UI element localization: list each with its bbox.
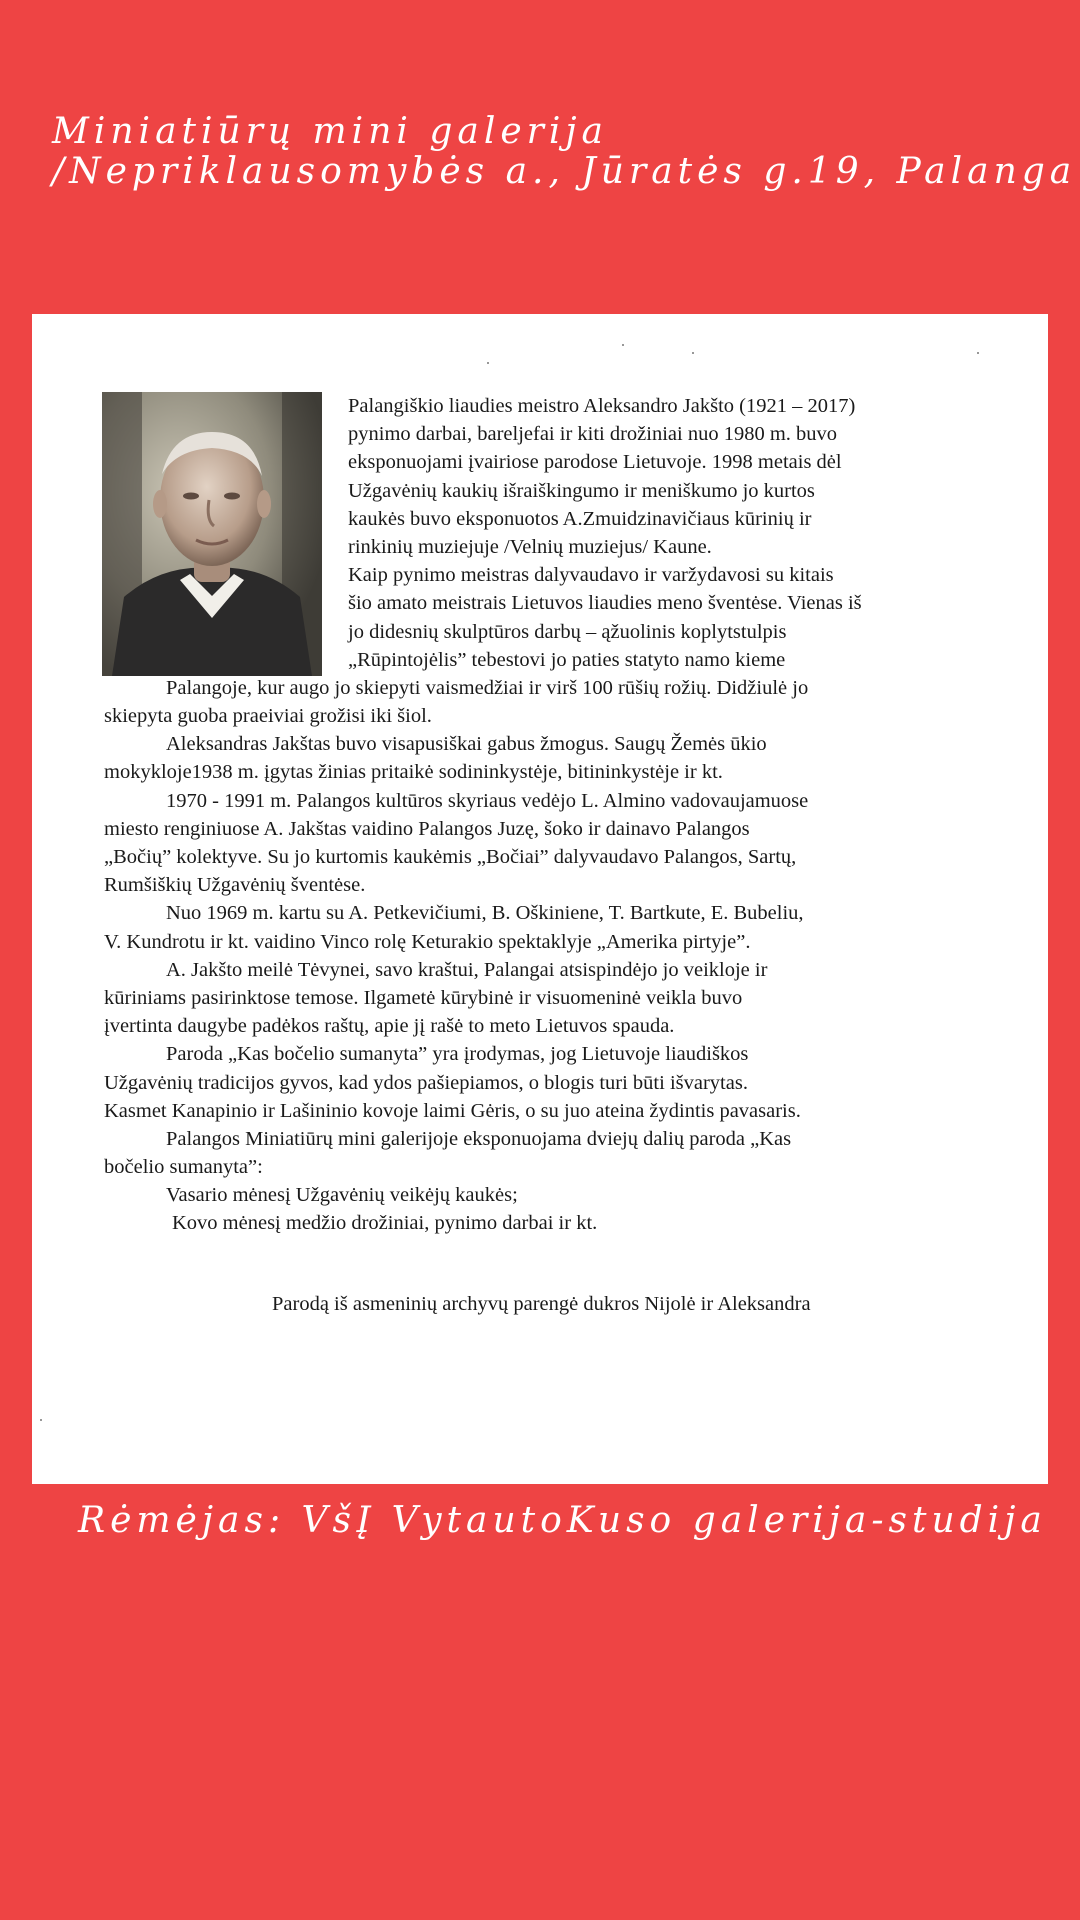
document-line: Palangoje, kur augo jo skiepyti vaismedžiai ir virš 100 rūšių rožių. Didžiulė jo [166,676,809,699]
scan-speck [622,344,624,346]
document-line: pynimo darbai, bareljefai ir kiti drožiniai nuo 1980 m. buvo [348,423,838,446]
document-signature: Parodą iš asmeninių archyvų parengė dukros Nijolė ir Aleksandra [272,1292,811,1315]
document-line: Kovo mėnesį medžio drožiniai, pynimo darbai ir kt. [172,1212,598,1235]
document-line: A. Jakšto meilė Tėvynei, savo kraštui, Palangai atsispindėjo jo veikloje ir [166,958,768,981]
document-line: bočelio sumanyta”: [104,1156,263,1179]
document-line: Užgavėnių kaukių išraiškingumo ir meniškumo jo kurtos [348,479,815,502]
sponsor-credit: Rėmėjas: VšĮ VytautoKuso galerija-studija [78,1500,1047,1541]
document-line: miesto renginiuose A. Jakštas vaidino Palangos Juzę, šoko ir dainavo Palangos [104,817,750,840]
document-line: kūriniams pasirinktose temose. Ilgametė kūrybinė ir visuomeninė veikla buvo [104,986,743,1009]
document-line: šio amato meistrais Lietuvos liaudies meno šventėse. Vienas iš [348,592,862,615]
document-line: Palangos Miniatiūrų mini galerijoje eksponuojama dviejų dalių paroda „Kas [166,1127,792,1150]
document-line: Rumšiškių Užgavėnių šventėse. [104,874,366,897]
document-line: rinkinių muziejuje /Velnių muziejus/ Kaune. [348,535,712,558]
scanned-document [32,314,1048,1484]
scan-speck [977,352,979,354]
scan-speck [692,352,694,354]
document-line: 1970 - 1991 m. Palangos kultūros skyriaus vedėjo L. Almino vadovaujamuose [166,789,809,812]
document-line: Paroda „Kas bočelio sumanyta” yra įrodymas, jog Lietuvoje liaudiškos [166,1043,749,1066]
poster-header [52,111,1077,192]
document-line: kaukės buvo eksponuotos A.Zmuidzinavičiaus kūrinių ir [348,507,812,530]
document-line: V. Kundrotu ir kt. vaidino Vinco rolę Keturakio spektaklyje „Amerika pirtyje”. [104,930,751,953]
document-line: įvertinta daugybe padėkos raštų, apie jį rašė to meto Lietuvos spauda. [104,1015,675,1038]
document-line: Nuo 1969 m. kartu su A. Petkevičiumi, B. Oškiniene, T. Bartkute, E. Bubeliu, [166,902,804,925]
document-line: „Bočių” kolektyve. Su jo kurtomis kaukėmis „Bočiai” dalyvaudavo Palangos, Sartų, [104,846,797,868]
document-line: Aleksandras Jakštas buvo visapusiškai gabus žmogus. Saugų Žemės ūkio [166,733,767,756]
document-line: Kaip pynimo meistras dalyvaudavo ir varžydavosi su kitais [348,564,834,587]
document-line: Palangiškio liaudies meistro Aleksandro Jakšto (1921 – 2017) [348,395,856,417]
spacer [104,1238,1004,1290]
gallery-address: /Nepriklausomybės a., Jūratės g.19, Palanga [52,151,1077,192]
document-line: Užgavėnių tradicijos gyvos, kad ydos pašiepiamos, o blogis turi būti išvarytas. [104,1071,748,1094]
scan-speck [487,362,489,364]
scan-speck [40,1419,42,1421]
document-line: eksponuojami įvairiose parodose Lietuvoje. 1998 metais dėl [348,451,842,474]
document-line: skiepyta guoba praeiviai grožisi iki šiol. [104,705,432,728]
document-line: „Rūpintojėlis” tebestovi jo paties statyto namo kieme [348,648,786,671]
document-line: jo didesnių skulptūros darbų – ąžuolinis koplytstulpis [348,620,787,643]
document-line: Vasario mėnesį Užgavėnių veikėjų kaukės; [166,1184,518,1207]
document-line: Kasmet Kanapinio ir Lašininio kovoje laimi Gėris, o su juo ateina žydintis pavasaris. [104,1099,801,1122]
document-text [104,392,1004,1318]
gallery-name: Miniatiūrų mini galerija [52,111,609,152]
document-line: mokykloje1938 m. įgytas žinias pritaikė sodininkystėje, bitininkystėje ir kt. [104,761,723,784]
